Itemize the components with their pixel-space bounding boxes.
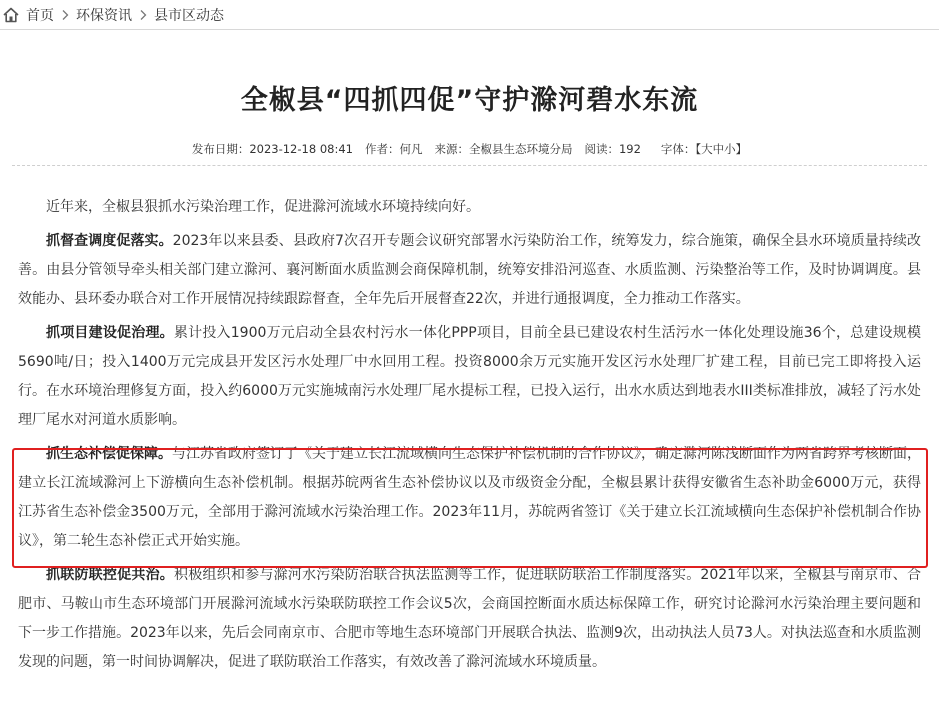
- home-icon[interactable]: [2, 6, 20, 24]
- author-label: 作者：: [364, 142, 400, 156]
- source-name: 全椒县生态环境分局: [468, 142, 573, 156]
- paragraph-intro: [18, 193, 921, 222]
- font-size-medium-button[interactable]: 中: [712, 142, 725, 156]
- breadcrumb-item-county-news[interactable]: 县市区动态: [154, 7, 224, 24]
- article-body: [18, 193, 921, 682]
- breadcrumb-home-link[interactable]: 首页: [26, 7, 54, 24]
- article-meta: [0, 141, 939, 157]
- paragraph-lead: 抓督查调度促落实。: [46, 233, 173, 249]
- paragraph-text: 积极组织和参与滁河水污染防治联合执法监测等工作，促进联防联治工作制度落实。2021年以来，全椒县与南京市、合肥市、马鞍山市生态环境部门开展滁河流域水污染联防联控工作会议5次，会商国控断面水质达标保障工作，研究讨论滁河水污染治理主要问题和下一步工作措施。2023年以来，先后会同南京市、合肥市等地生态环境部门开展联合执法、监测9次，出动执法人员73人。对执法巡查和水质监测发现的问题，第一时间协调解决，促进了联防联治工作落实，有效改善了滁河流域水环境质量。: [18, 567, 921, 670]
- chevron-right-icon: [58, 8, 72, 22]
- chevron-right-icon: [136, 8, 150, 22]
- font-size-small-button[interactable]: 小: [724, 142, 736, 156]
- font-size-label: 字体：【: [660, 142, 702, 156]
- paragraph-joint-control: [18, 561, 921, 677]
- paragraph-compensation: [18, 440, 921, 556]
- paragraph-lead: 抓联防联控促共治。: [46, 567, 175, 583]
- paragraph-text: 与江苏省政府签订了《关于建立长江流域横向生态保护补偿机制的合作协议》，确定滁河陈浅断面作为两省跨界考核断面，建立长江流域滁河上下游横向生态补偿机制。根据苏皖两省生态补偿协议以及市级资金分配，全椒县累计获得安徽省生态补助金6000万元，获得江苏省生态补偿金3500万元，全部用于滁河流域水污染治理工作。2023年11月，苏皖两省签订《关于建立长江流域横向生态保护补偿机制合作协议》，第二轮生态补偿正式开始实施。: [18, 446, 921, 549]
- paragraph-supervision: [18, 227, 921, 314]
- paragraph-text: 累计投入1900万元启动全县农村污水一体化PPP项目，目前全县已建设农村生活污水一体化处理设施36个，总建设规模5690吨/日；投入1400万元完成县开发区污水处理厂中水回用工程。投资8000余万元实施开发区污水处理厂扩建工程，目前已完工即将投入运行。在水环境治理修复方面，投入约6000万元实施城南污水处理厂尾水提标工程，已投入运行，出水水质达到地表水III类标准排放，减轻了污水处理厂尾水对河道水质影响。: [18, 325, 921, 428]
- breadcrumb: [0, 0, 939, 30]
- views-count: 192: [618, 142, 641, 156]
- breadcrumb-item-env-news[interactable]: 环保资讯: [76, 7, 132, 24]
- article-title: 全椒县“四抓四促”守护滁河碧水东流: [240, 85, 699, 116]
- author-name: 何凡: [399, 142, 423, 156]
- paragraph-lead: 抓生态补偿促保障。: [46, 446, 172, 462]
- source-label: 来源：: [434, 142, 469, 156]
- font-size-close-bracket: 】: [735, 142, 748, 156]
- paragraph-text: 2023年以来县委、县政府7次召开专题会议研究部署水污染防治工作，统筹发力，综合施策，确保全县水环境质量持续改善。由县分管领导牵头相关部门建立滁河、襄河断面水质监测会商保障机制，统筹安排沿河巡查、水质监测、污染整治等工作，及时协调调度。县效能办、县环委办联合对工作开展情况持续跟踪督查，全年先后开展督查22次，并进行通报调度，全力推动工作落实。: [18, 233, 921, 307]
- meta-divider: [12, 165, 927, 166]
- views-label: 阅读：: [584, 142, 619, 156]
- font-size-large-button[interactable]: 大: [701, 142, 713, 156]
- paragraph-text: 近年来，全椒县狠抓水污染治理工作，促进滁河流域水环境持续向好。: [46, 199, 480, 215]
- paragraph-projects: [18, 319, 921, 435]
- paragraph-lead: 抓项目建设促治理。: [46, 325, 174, 341]
- date-label: 发布日期：: [191, 142, 250, 156]
- publish-date: 2023-12-18 08:41: [249, 142, 353, 156]
